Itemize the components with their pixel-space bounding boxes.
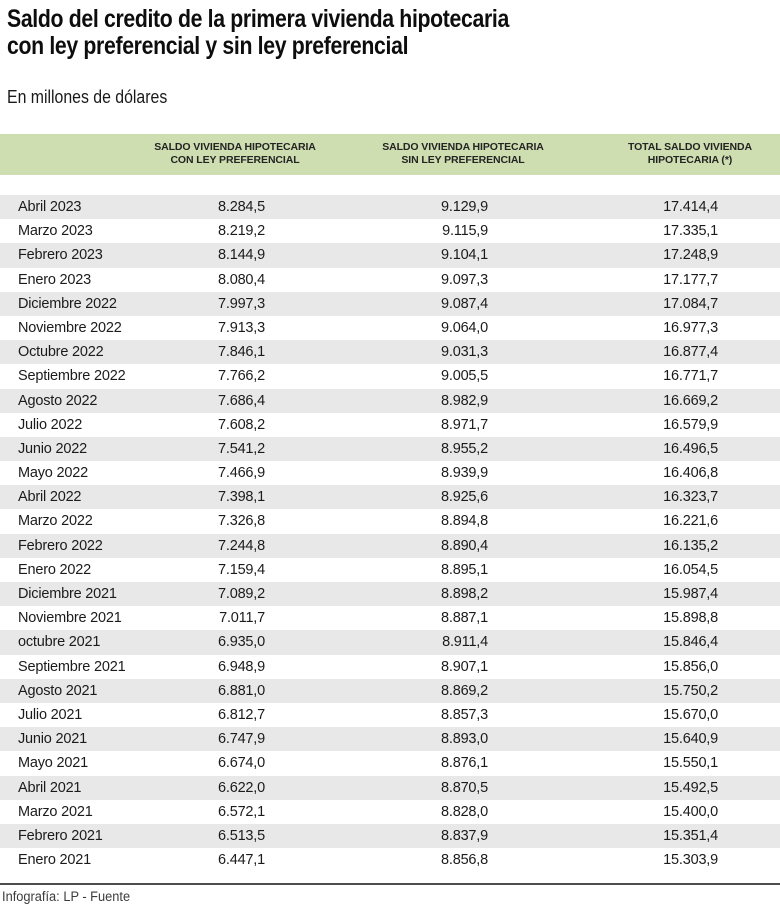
row-month: Mayo 2021 bbox=[18, 755, 88, 772]
column-header-total bbox=[585, 141, 780, 167]
table-row bbox=[0, 534, 780, 558]
row-month: Diciembre 2021 bbox=[18, 586, 117, 602]
row-con-ley-value: 7.089,2 bbox=[218, 586, 265, 602]
row-con-ley-value: 6.881,0 bbox=[218, 682, 265, 699]
table-row bbox=[0, 243, 780, 267]
table-row bbox=[0, 582, 780, 606]
row-total-value: 16.406,8 bbox=[663, 465, 718, 482]
row-con-ley-value: 6.622,0 bbox=[218, 779, 265, 796]
table-row bbox=[0, 630, 780, 654]
row-con-ley-value: 6.812,7 bbox=[218, 706, 265, 723]
row-total-value: 15.492,5 bbox=[663, 779, 718, 796]
table-row bbox=[0, 413, 780, 437]
row-total-value: 15.987,4 bbox=[663, 586, 718, 602]
table-row bbox=[0, 606, 780, 630]
column-header-sin-ley-line2: SIN LEY PREFERENCIAL bbox=[401, 154, 525, 166]
table-row bbox=[0, 703, 780, 727]
row-sin-ley-value: 9.129,9 bbox=[441, 199, 488, 215]
table-row bbox=[0, 558, 780, 582]
table-row bbox=[0, 461, 780, 485]
row-sin-ley-value: 8.894,8 bbox=[441, 513, 488, 530]
row-con-ley-value: 6.948,9 bbox=[218, 658, 265, 675]
row-month: Junio 2022 bbox=[18, 440, 87, 457]
row-con-ley-value: 6.747,9 bbox=[218, 731, 265, 748]
page-subtitle: En millones de dólares bbox=[7, 87, 168, 107]
table-body bbox=[0, 195, 780, 872]
row-sin-ley-value: 9.115,9 bbox=[442, 223, 488, 240]
row-total-value: 16.669,2 bbox=[663, 392, 718, 409]
table-row bbox=[0, 679, 780, 703]
row-sin-ley-value: 9.104,1 bbox=[441, 247, 488, 264]
row-total-value: 15.550,1 bbox=[663, 755, 718, 772]
row-total-value: 15.303,9 bbox=[663, 852, 718, 869]
row-total-value: 15.856,0 bbox=[663, 658, 718, 675]
row-sin-ley-value: 8.898,2 bbox=[441, 586, 488, 602]
row-sin-ley-value: 8.857,3 bbox=[441, 706, 488, 723]
row-month: Agosto 2021 bbox=[18, 682, 98, 699]
row-total-value: 15.351,4 bbox=[663, 827, 718, 844]
row-sin-ley-value: 8.893,0 bbox=[441, 731, 488, 748]
table-row bbox=[0, 364, 780, 388]
column-header-con-ley-line1: SALDO VIVIENDA HIPOTECARIA bbox=[154, 141, 316, 153]
row-con-ley-value: 7.997,3 bbox=[218, 295, 265, 312]
row-total-value: 17.084,7 bbox=[663, 295, 718, 312]
table-row bbox=[0, 292, 780, 316]
infographic-page bbox=[0, 6, 780, 908]
row-total-value: 17.177,7 bbox=[663, 271, 718, 288]
row-sin-ley-value: 8.869,2 bbox=[441, 682, 488, 699]
row-month: Enero 2023 bbox=[18, 271, 91, 288]
row-total-value: 16.323,7 bbox=[663, 489, 718, 506]
row-total-value: 17.335,1 bbox=[663, 223, 718, 240]
column-header-con-ley bbox=[130, 141, 340, 167]
row-total-value: 17.414,4 bbox=[663, 199, 718, 215]
row-con-ley-value: 7.846,1 bbox=[218, 344, 265, 361]
table-row bbox=[0, 848, 780, 872]
row-sin-ley-value: 8.925,6 bbox=[441, 489, 488, 506]
footer-divider bbox=[0, 883, 780, 885]
row-con-ley-value: 7.766,2 bbox=[218, 368, 265, 385]
row-con-ley-value: 7.466,9 bbox=[218, 465, 265, 482]
row-month: Agosto 2022 bbox=[18, 392, 98, 409]
row-total-value: 15.640,9 bbox=[663, 731, 718, 748]
row-con-ley-value: 6.447,1 bbox=[218, 852, 265, 869]
page-title bbox=[7, 6, 664, 60]
row-sin-ley-value: 8.887,1 bbox=[441, 610, 488, 627]
row-month: Marzo 2021 bbox=[18, 803, 93, 820]
footer-credit: Infografía: LP - Fuente bbox=[2, 889, 131, 905]
table-row bbox=[0, 485, 780, 509]
row-sin-ley-value: 9.031,3 bbox=[441, 344, 488, 361]
row-total-value: 16.977,3 bbox=[663, 319, 718, 336]
row-month: Julio 2022 bbox=[18, 416, 83, 433]
row-sin-ley-value: 9.064,0 bbox=[441, 319, 488, 336]
table-row bbox=[0, 195, 780, 219]
row-con-ley-value: 6.572,1 bbox=[218, 803, 265, 820]
row-total-value: 17.248,9 bbox=[663, 247, 718, 264]
row-con-ley-value: 7.541,2 bbox=[218, 440, 265, 457]
table-row bbox=[0, 389, 780, 413]
row-sin-ley-value: 9.005,5 bbox=[441, 368, 488, 385]
row-sin-ley-value: 8.971,7 bbox=[441, 416, 488, 433]
row-total-value: 15.846,4 bbox=[663, 634, 718, 651]
row-sin-ley-value: 8.939,9 bbox=[441, 465, 488, 482]
table-row bbox=[0, 655, 780, 679]
row-sin-ley-value: 8.876,1 bbox=[441, 755, 488, 772]
row-con-ley-value: 7.398,1 bbox=[218, 489, 265, 506]
row-sin-ley-value: 8.982,9 bbox=[441, 392, 488, 409]
row-sin-ley-value: 8.911,4 bbox=[442, 634, 488, 651]
row-con-ley-value: 7.159,4 bbox=[218, 561, 265, 578]
row-month: Noviembre 2021 bbox=[18, 610, 122, 627]
row-month: Febrero 2023 bbox=[18, 247, 103, 264]
row-sin-ley-value: 8.907,1 bbox=[441, 658, 488, 675]
column-header-sin-ley bbox=[358, 141, 568, 167]
page-title-line1: Saldo del credito de la primera vivienda hipotecaria bbox=[7, 5, 509, 33]
table-row bbox=[0, 776, 780, 800]
row-sin-ley-value: 8.828,0 bbox=[441, 803, 488, 820]
row-con-ley-value: 8.219,2 bbox=[218, 223, 265, 240]
row-sin-ley-value: 9.097,3 bbox=[441, 271, 488, 288]
row-sin-ley-value: 9.087,4 bbox=[441, 295, 488, 312]
row-con-ley-value: 7.686,4 bbox=[218, 392, 265, 409]
row-month: Mayo 2022 bbox=[18, 465, 88, 482]
column-header-total-line2: HIPOTECARIA (*) bbox=[647, 154, 733, 166]
table-row bbox=[0, 340, 780, 364]
row-total-value: 16.579,9 bbox=[663, 416, 718, 433]
table-row bbox=[0, 316, 780, 340]
row-month: Febrero 2021 bbox=[18, 827, 103, 844]
row-month: Noviembre 2022 bbox=[18, 319, 122, 336]
row-month: Febrero 2022 bbox=[18, 537, 103, 554]
row-con-ley-value: 8.284,5 bbox=[218, 199, 265, 215]
table-row bbox=[0, 437, 780, 461]
row-con-ley-value: 6.674,0 bbox=[218, 755, 265, 772]
page-title-line2: con ley preferencial y sin ley preferencial bbox=[7, 32, 409, 60]
row-con-ley-value: 7.011,7 bbox=[219, 610, 265, 627]
row-total-value: 16.135,2 bbox=[663, 537, 718, 554]
row-total-value: 15.898,8 bbox=[663, 610, 718, 627]
column-header-total-line1: TOTAL SALDO VIVIENDA bbox=[627, 141, 752, 153]
row-month: Septiembre 2022 bbox=[18, 368, 126, 385]
row-total-value: 16.496,5 bbox=[663, 440, 718, 457]
row-sin-ley-value: 8.870,5 bbox=[441, 779, 488, 796]
row-sin-ley-value: 8.895,1 bbox=[441, 561, 488, 578]
row-sin-ley-value: 8.837,9 bbox=[441, 827, 488, 844]
table-row bbox=[0, 800, 780, 824]
row-month: Marzo 2022 bbox=[18, 513, 93, 530]
row-month: octubre 2021 bbox=[18, 634, 101, 651]
row-con-ley-value: 6.935,0 bbox=[218, 634, 265, 651]
row-month: Enero 2021 bbox=[18, 852, 91, 869]
row-con-ley-value: 7.326,8 bbox=[218, 513, 265, 530]
column-header-sin-ley-line1: SALDO VIVIENDA HIPOTECARIA bbox=[382, 141, 544, 153]
row-total-value: 16.771,7 bbox=[663, 368, 718, 385]
row-month: Septiembre 2021 bbox=[18, 658, 126, 675]
row-sin-ley-value: 8.955,2 bbox=[441, 440, 488, 457]
row-total-value: 16.054,5 bbox=[663, 561, 718, 578]
row-con-ley-value: 7.913,3 bbox=[218, 319, 265, 336]
row-total-value: 15.670,0 bbox=[663, 706, 718, 723]
row-month: Enero 2022 bbox=[18, 561, 91, 578]
row-total-value: 16.221,6 bbox=[663, 513, 718, 530]
row-month: Julio 2021 bbox=[18, 706, 83, 723]
row-month: Octubre 2022 bbox=[18, 344, 104, 361]
table-row bbox=[0, 824, 780, 848]
table-row bbox=[0, 219, 780, 243]
row-con-ley-value: 8.144,9 bbox=[218, 247, 265, 264]
column-header-con-ley-line2: CON LEY PREFERENCIAL bbox=[170, 154, 300, 166]
row-month: Junio 2021 bbox=[18, 731, 87, 748]
row-con-ley-value: 7.244,8 bbox=[218, 537, 265, 554]
row-sin-ley-value: 8.890,4 bbox=[441, 537, 488, 554]
row-month: Abril 2022 bbox=[18, 489, 82, 506]
row-total-value: 16.877,4 bbox=[663, 344, 718, 361]
row-con-ley-value: 7.608,2 bbox=[218, 416, 265, 433]
table-row bbox=[0, 727, 780, 751]
row-con-ley-value: 6.513,5 bbox=[218, 827, 265, 844]
table-header-band bbox=[0, 134, 780, 175]
table-row bbox=[0, 751, 780, 775]
row-total-value: 15.400,0 bbox=[663, 803, 718, 820]
row-month: Abril 2021 bbox=[18, 779, 82, 796]
row-con-ley-value: 8.080,4 bbox=[218, 271, 265, 288]
row-total-value: 15.750,2 bbox=[663, 682, 718, 699]
row-month: Abril 2023 bbox=[18, 199, 82, 215]
row-month: Diciembre 2022 bbox=[18, 295, 117, 312]
table-row bbox=[0, 509, 780, 533]
table-row bbox=[0, 268, 780, 292]
row-sin-ley-value: 8.856,8 bbox=[441, 852, 488, 869]
row-month: Marzo 2023 bbox=[18, 223, 93, 240]
